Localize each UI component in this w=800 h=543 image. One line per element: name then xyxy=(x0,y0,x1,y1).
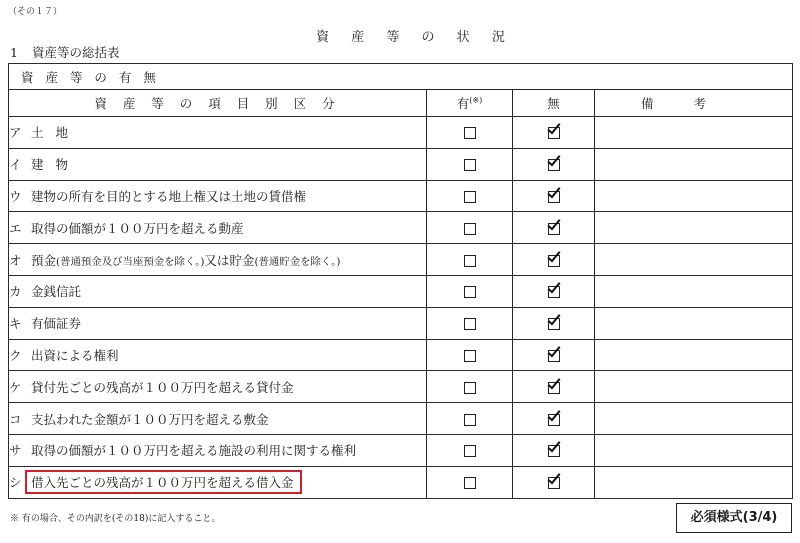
yes-cell xyxy=(427,180,513,212)
yes-checkbox[interactable] xyxy=(464,477,476,489)
item-label-note: (普通預金及び当座預金を除く。) xyxy=(56,255,205,268)
item-cell xyxy=(9,212,427,244)
item-letter: コ xyxy=(9,411,22,427)
item-content xyxy=(9,125,80,140)
no-checkbox[interactable] xyxy=(548,414,560,426)
column-header-yes xyxy=(427,90,513,117)
group-label: 資 産 等 の 有 無 xyxy=(9,64,793,90)
table-row xyxy=(9,307,793,339)
no-cell xyxy=(513,212,595,244)
yes-checkbox[interactable] xyxy=(464,414,476,426)
highlight-box xyxy=(25,470,302,494)
item-content xyxy=(9,157,80,172)
yes-cell xyxy=(427,307,513,339)
required-form-badge: 必須様式(3/4) xyxy=(676,503,792,533)
table-row xyxy=(9,275,793,307)
notes-cell[interactable] xyxy=(595,117,793,149)
notes-cell[interactable] xyxy=(595,371,793,403)
item-content xyxy=(9,380,294,395)
no-cell xyxy=(513,180,595,212)
item-letter: イ xyxy=(9,157,22,173)
yes-checkbox[interactable] xyxy=(464,445,476,457)
item-content xyxy=(9,189,306,204)
item-label: 又は貯金 xyxy=(204,252,255,268)
item-label: 貸付先ごとの残高が１００万円を超える貸付金 xyxy=(31,379,294,395)
no-checkbox[interactable] xyxy=(548,286,560,298)
item-label: 金銭信託 xyxy=(31,284,82,300)
no-checkbox[interactable] xyxy=(548,445,560,457)
item-letter: エ xyxy=(9,220,22,236)
item-letter: サ xyxy=(9,443,22,459)
item-label: 有価証券 xyxy=(31,316,82,332)
item-cell xyxy=(9,371,427,403)
column-header-yes-label: 有 xyxy=(456,96,470,111)
section-title: 資産等の総括表 xyxy=(32,45,120,60)
column-header-no: 無 xyxy=(513,90,595,117)
item-cell xyxy=(9,244,427,276)
notes-cell[interactable] xyxy=(595,434,793,466)
item-label: 支払われた金額が１００万円を超える敷金 xyxy=(31,411,269,427)
item-cell xyxy=(9,148,427,180)
yes-checkbox[interactable] xyxy=(464,255,476,267)
item-content xyxy=(9,316,81,331)
item-letter: ウ xyxy=(9,188,22,204)
no-cell xyxy=(513,371,595,403)
notes-cell[interactable] xyxy=(595,148,793,180)
section-number: 1 xyxy=(10,45,18,60)
notes-cell[interactable] xyxy=(595,212,793,244)
item-label: 建物の所有を目的とする地上権又は土地の賃借権 xyxy=(31,188,307,204)
yes-checkbox[interactable] xyxy=(464,286,476,298)
item-cell xyxy=(9,339,427,371)
no-checkbox[interactable] xyxy=(548,127,560,139)
item-content xyxy=(9,253,340,268)
column-header-notes: 備考 xyxy=(595,90,793,117)
yes-cell xyxy=(427,371,513,403)
no-checkbox[interactable] xyxy=(548,159,560,171)
item-label-note: (普通貯金を除く。) xyxy=(254,255,341,268)
item-cell xyxy=(9,434,427,466)
item-letter: ア xyxy=(9,125,22,141)
no-checkbox[interactable] xyxy=(548,255,560,267)
assets-summary-table xyxy=(8,63,793,499)
table-row xyxy=(9,244,793,276)
item-label: 土地 xyxy=(31,125,81,141)
no-checkbox[interactable] xyxy=(548,223,560,235)
notes-cell[interactable] xyxy=(595,466,793,498)
item-label: 取得の価額が１００万円を超える動産 xyxy=(31,220,244,236)
notes-cell[interactable] xyxy=(595,244,793,276)
page-number: （その１７） xyxy=(8,7,63,17)
item-cell xyxy=(9,307,427,339)
no-checkbox[interactable] xyxy=(548,382,560,394)
no-checkbox[interactable] xyxy=(548,191,560,203)
no-cell xyxy=(513,466,595,498)
yes-cell xyxy=(427,434,513,466)
table-row xyxy=(9,180,793,212)
table-row xyxy=(9,117,793,149)
yes-checkbox[interactable] xyxy=(464,318,476,330)
notes-cell[interactable] xyxy=(595,339,793,371)
item-label: 建物 xyxy=(31,157,81,173)
notes-cell[interactable] xyxy=(595,275,793,307)
item-cell xyxy=(9,180,427,212)
no-checkbox[interactable] xyxy=(548,318,560,330)
no-cell xyxy=(513,339,595,371)
item-cell xyxy=(9,117,427,149)
no-cell xyxy=(513,275,595,307)
column-header-item: 資 産 等 の 項 目 別 区 分 xyxy=(9,90,427,117)
table-group-header-row xyxy=(9,64,793,90)
yes-cell xyxy=(427,148,513,180)
yes-checkbox[interactable] xyxy=(464,191,476,203)
item-content xyxy=(9,443,356,458)
no-cell xyxy=(513,244,595,276)
table-row xyxy=(9,339,793,371)
yes-cell xyxy=(427,403,513,435)
document-title: 資 産 等 の 状 況 xyxy=(316,30,514,45)
yes-cell xyxy=(427,212,513,244)
no-cell xyxy=(513,403,595,435)
item-content xyxy=(9,221,244,236)
notes-cell[interactable] xyxy=(595,307,793,339)
table-row xyxy=(9,466,793,498)
item-content xyxy=(9,412,269,427)
item-letter: ケ xyxy=(9,379,22,395)
table-column-header-row xyxy=(9,90,793,117)
item-label: 借入先ごとの残高が１００万円を超える借入金 xyxy=(31,475,294,491)
item-content xyxy=(9,284,81,299)
table-row xyxy=(9,212,793,244)
no-cell xyxy=(513,117,595,149)
yes-cell xyxy=(427,466,513,498)
no-checkbox[interactable] xyxy=(548,477,560,489)
table-row xyxy=(9,148,793,180)
no-cell xyxy=(513,434,595,466)
table-row xyxy=(9,403,793,435)
table-row xyxy=(9,434,793,466)
item-letter: キ xyxy=(9,316,22,332)
no-checkbox[interactable] xyxy=(548,350,560,362)
footnote: ※ 有の場合、その内訳を(その18)に記入すること。 xyxy=(10,514,221,524)
item-content xyxy=(9,348,119,363)
yes-checkbox[interactable] xyxy=(464,382,476,394)
yes-cell xyxy=(427,117,513,149)
item-letter: カ xyxy=(9,284,22,300)
item-cell xyxy=(9,403,427,435)
yes-cell xyxy=(427,339,513,371)
item-label: 取得の価額が１００万円を超える施設の利用に関する権利 xyxy=(31,443,357,459)
yes-checkbox[interactable] xyxy=(464,127,476,139)
notes-cell[interactable] xyxy=(595,180,793,212)
yes-cell xyxy=(427,275,513,307)
yes-checkbox[interactable] xyxy=(464,159,476,171)
section-heading xyxy=(10,43,120,61)
yes-cell xyxy=(427,244,513,276)
item-label: 出資による権利 xyxy=(31,347,119,363)
yes-checkbox[interactable] xyxy=(464,223,476,235)
no-cell xyxy=(513,307,595,339)
item-letter: シ xyxy=(9,475,22,491)
column-header-yes-mark: (※) xyxy=(469,95,483,105)
item-cell xyxy=(9,275,427,307)
item-letter: ク xyxy=(9,347,22,363)
item-cell xyxy=(9,466,427,498)
no-cell xyxy=(513,148,595,180)
yes-checkbox[interactable] xyxy=(464,350,476,362)
item-letter: オ xyxy=(9,252,22,268)
item-label: 預金 xyxy=(31,252,57,268)
table-row xyxy=(9,371,793,403)
notes-cell[interactable] xyxy=(595,403,793,435)
